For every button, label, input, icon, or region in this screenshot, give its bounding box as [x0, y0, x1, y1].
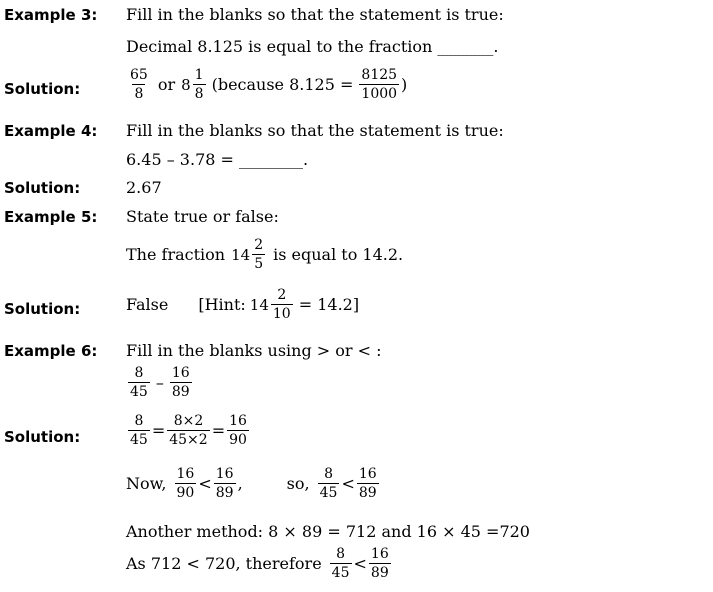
solution-5-label: Solution:: [4, 300, 81, 318]
example-6-label: Example 6:: [4, 342, 98, 360]
fraction: $\frac{8\times 2}{45\times 2}$: [169, 413, 208, 448]
fraction: $\frac{16}{89}$: [358, 466, 377, 501]
fraction: $\frac{8125}{1000}$: [361, 67, 398, 102]
solution-6-label: Solution:: [4, 428, 81, 446]
fraction: $\frac{2}{5}$: [254, 237, 264, 272]
example-6-fractions: $\frac{8}{45}$ – $\frac{16}{89}$: [130, 365, 190, 400]
fraction: $\frac{16}{89}$: [171, 365, 190, 400]
example-5-statement: The fraction 14 $\frac{2}{5}$ is equal to 14.2.: [126, 237, 404, 272]
example-6-instruction: Fill in the blanks using > or < :: [126, 341, 382, 360]
close-paren: ): [401, 75, 408, 94]
solution-5-content: False [Hint: 14 $\frac{2}{10}$ = 14.2]: [126, 287, 360, 322]
fraction: $\frac{16}{89}$: [370, 546, 389, 581]
example-3-label: Example 3:: [4, 6, 98, 24]
example-5-instruction: State true or false:: [126, 207, 279, 226]
solution-6-line-1: $\frac{8}{45}$ = $\frac{8\times 2}{45\times 2}$ = $\frac{16}{90}$: [130, 413, 247, 448]
fraction: $\frac{8}{45}$: [331, 546, 350, 581]
solution-4-label: Solution:: [4, 179, 81, 197]
fraction: $\frac{16}{90}$: [229, 413, 247, 448]
fraction: $\frac{8}{45}$: [130, 365, 148, 400]
or-text: or: [157, 75, 176, 94]
fraction: $\frac{2}{10}$: [272, 287, 291, 322]
example-4-label: Example 4:: [4, 122, 98, 140]
example-3-instruction: Fill in the blanks so that the statement is true:: [126, 5, 504, 24]
solution-6-another-method: Another method: 8 × 89 = 712 and 16 × 45 =720: [126, 522, 530, 541]
fraction: $\frac{1}{8}$: [194, 67, 204, 102]
example-3-statement: Decimal 8.125 is equal to the fraction _______.: [126, 37, 499, 56]
solution-6-conclusion: As 712 < 720, therefore $\frac{8}{45}$ < $\frac{16}{89}$: [126, 546, 389, 581]
solution-3-label: Solution:: [4, 80, 81, 98]
fraction: $\frac{8}{45}$: [319, 466, 338, 501]
fraction: $\frac{8}{45}$: [130, 413, 148, 448]
solution-5-answer: False: [126, 295, 169, 314]
example-5-label: Example 5:: [4, 208, 98, 226]
example-4-instruction: Fill in the blanks so that the statement is true:: [126, 121, 504, 140]
fraction: $\frac{16}{90}$: [176, 466, 195, 501]
fraction: $\frac{65}{8}$: [130, 67, 148, 102]
solution-3-content: [126, 66, 407, 103]
fraction: $\frac{16}{89}$: [215, 466, 234, 501]
example-4-statement: 6.45 – 3.78 = ________.: [126, 150, 309, 169]
because-text: (because 8.125 =: [211, 75, 354, 94]
solution-4-answer: 2.67: [126, 178, 162, 197]
solution-6-line-2: Now, $\frac{16}{90}$ < $\frac{16}{89}$ , so, $\frac{8}{45}$ < $\frac{16}{89}$: [126, 466, 377, 501]
mixed-whole: 8: [181, 75, 191, 94]
